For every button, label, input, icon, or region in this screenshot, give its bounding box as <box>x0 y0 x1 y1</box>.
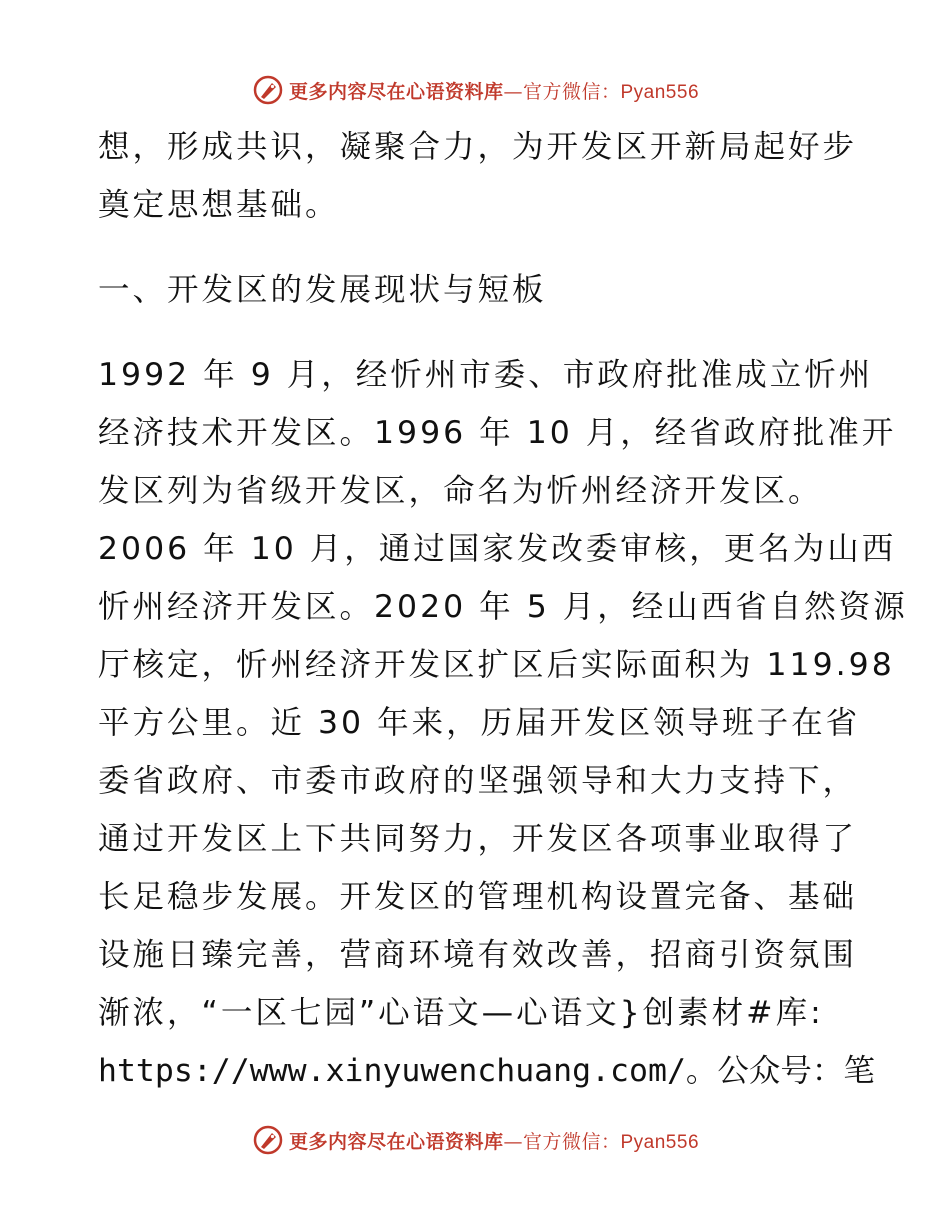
paragraph-line-url: https://www.xinyuwenchuang.com/。公众号：笔 <box>98 1053 875 1089</box>
paragraph-line: 2006 年 10 月，通过国家发改委审核，更名为山西 <box>98 531 897 567</box>
paragraph-line: 想，形成共识，凝聚合力，为开发区开新局起好步 <box>98 129 858 165</box>
footer-banner <box>0 1122 950 1158</box>
document-body <box>98 118 908 1100</box>
paragraph-line: 平方公里。近 30 年来，历届开发区领导班子在省 <box>98 705 861 741</box>
header-banner-dash: — <box>503 80 523 103</box>
footer-banner-wechat-id: Pyan556 <box>620 1131 700 1153</box>
paragraph-line: 忻州经济开发区。2020 年 5 月，经山西省自然资源 <box>98 589 908 625</box>
section-heading: 一、开发区的发展现状与短板 <box>98 272 547 308</box>
paragraph-line: 设施日臻完善，营商环境有效改善，招商引资氛围 <box>98 937 858 973</box>
footer-banner-main: 更多内容尽在心语资料库 <box>288 1130 504 1153</box>
footer-banner-official: 官方微信： <box>522 1130 621 1153</box>
header-banner-text <box>289 77 699 104</box>
header-banner-main: 更多内容尽在心语资料库 <box>288 80 504 103</box>
paragraph-line: 发区列为省级开发区，命名为忻州经济开发区。 <box>98 473 823 509</box>
paragraph-line: 委省政府、市委市政府的坚强领导和大力支持下， <box>98 763 858 799</box>
paragraph-line: 渐浓，“一区七园”心语文—心语文}创素材#库: <box>98 995 824 1031</box>
footer-banner-text <box>289 1127 699 1154</box>
paragraph-line: 1992 年 9 月，经忻州市委、市政府批准成立忻州 <box>98 357 874 393</box>
header-banner <box>0 72 950 108</box>
header-banner-wechat-id: Pyan556 <box>620 81 700 103</box>
paragraph-line: 奠定思想基础。 <box>98 187 340 223</box>
paragraph-line: 厅核定，忻州经济开发区扩区后实际面积为 119.98 <box>98 647 895 683</box>
footer-banner-dash: — <box>503 1130 523 1153</box>
pen-nib-logo-icon <box>251 73 285 107</box>
paragraph-line: 通过开发区上下共同努力，开发区各项事业取得了 <box>98 821 858 857</box>
header-banner-official: 官方微信： <box>522 80 621 103</box>
paragraph-line: 长足稳步发展。开发区的管理机构设置完备、基础 <box>98 879 858 915</box>
paragraph-line: 经济技术开发区。1996 年 10 月，经省政府批准开 <box>98 415 897 451</box>
pen-nib-logo-icon <box>251 1123 285 1157</box>
